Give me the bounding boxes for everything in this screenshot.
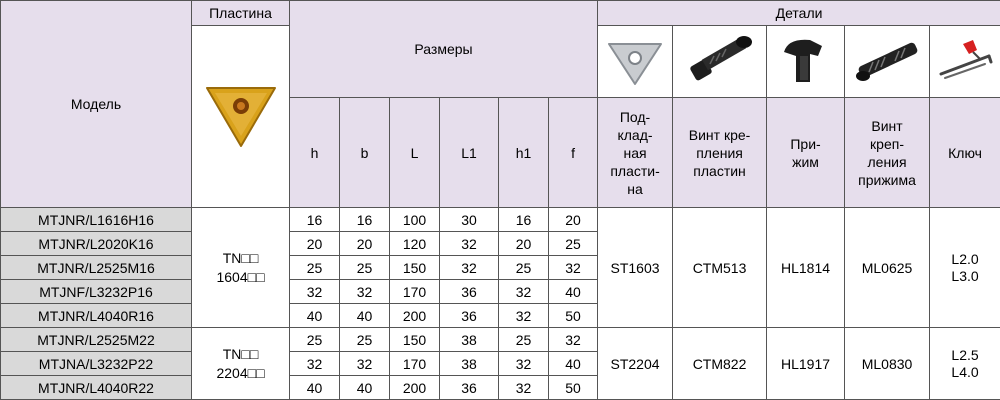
model-cell: MTJNR/L4040R16 (1, 304, 192, 328)
dim-f-cell: 50 (549, 304, 598, 328)
dim-L1-cell: 36 (440, 304, 499, 328)
key-cell (930, 208, 1000, 328)
header-details: Детали (598, 1, 1000, 26)
shim-cell: ST2204 (598, 328, 673, 400)
model-cell: MTJNA/L3232P22 (1, 352, 192, 376)
header-dim-b: b (340, 98, 390, 208)
insert-screw-image-cell (673, 26, 767, 98)
dim-L1-cell: 38 (440, 352, 499, 376)
dim-h1-cell: 32 (499, 304, 549, 328)
header-insert-screw: Винт кре- пления пластин (673, 98, 767, 208)
dim-h1-cell: 32 (499, 376, 549, 400)
model-cell: MTJNR/L4040R22 (1, 376, 192, 400)
dim-h-cell: 40 (290, 376, 340, 400)
insert-code-cell-line: TN□□ (222, 345, 259, 362)
clamp-screw-cell: ML0830 (845, 328, 930, 400)
dim-L1-cell: 32 (440, 256, 499, 280)
shim-plate-icon (603, 30, 667, 90)
dim-f-cell: 50 (549, 376, 598, 400)
dim-L-cell: 170 (390, 280, 440, 304)
dim-L1-cell: 38 (440, 328, 499, 352)
model-cell: MTJNR/L2525M16 (1, 256, 192, 280)
key-image-cell (930, 26, 1000, 98)
dim-h-cell: 20 (290, 232, 340, 256)
dim-L-cell: 170 (390, 352, 440, 376)
triangular-insert-icon (201, 80, 281, 150)
insert-screw-cell: CTM513 (673, 208, 767, 328)
dim-L-cell: 100 (390, 208, 440, 232)
dim-L-cell: 200 (390, 304, 440, 328)
key-cell-line: L4.0 (951, 363, 979, 380)
insert-screw-icon (680, 30, 760, 90)
dim-b-cell: 40 (340, 376, 390, 400)
dim-b-cell: 25 (340, 328, 390, 352)
dim-h-cell: 40 (290, 304, 340, 328)
dim-f-cell: 40 (549, 352, 598, 376)
table-row (1, 208, 1000, 232)
dim-b-cell: 16 (340, 208, 390, 232)
dim-L1-cell: 36 (440, 376, 499, 400)
model-cell: MTJNF/L3232P16 (1, 280, 192, 304)
insert-code-cell (192, 208, 290, 328)
header-dim-h: h (290, 98, 340, 208)
clamp-screw-icon (847, 30, 927, 90)
model-cell: MTJNR/L2525M22 (1, 328, 192, 352)
dim-h1-cell: 32 (499, 280, 549, 304)
model-cell: MTJNR/L1616H16 (1, 208, 192, 232)
dim-h-cell: 16 (290, 208, 340, 232)
insert-code-cell-line: TN□□ (222, 249, 259, 266)
dim-h-cell: 32 (290, 280, 340, 304)
model-cell: MTJNR/L2020K16 (1, 232, 192, 256)
dim-h1-cell: 32 (499, 352, 549, 376)
header-dim-f: f (549, 98, 598, 208)
dim-b-cell: 20 (340, 232, 390, 256)
dim-L1-cell: 36 (440, 280, 499, 304)
header-key: Ключ (930, 98, 1000, 208)
table-body (1, 208, 1000, 400)
dim-b-cell: 32 (340, 352, 390, 376)
dim-h1-cell: 20 (499, 232, 549, 256)
clamp-cell: HL1917 (767, 328, 845, 400)
dim-h1-cell: 16 (499, 208, 549, 232)
insert-screw-cell: CTM822 (673, 328, 767, 400)
dim-h-cell: 25 (290, 328, 340, 352)
dim-L-cell: 200 (390, 376, 440, 400)
key-cell-line: L2.5 (951, 346, 979, 363)
dim-h-cell: 32 (290, 352, 340, 376)
header-dim-L: L (390, 98, 440, 208)
dim-f-cell: 32 (549, 256, 598, 280)
dim-f-cell: 20 (549, 208, 598, 232)
dim-L-cell: 120 (390, 232, 440, 256)
dim-h1-cell: 25 (499, 256, 549, 280)
header-clamp-screw: Винт креп- ления прижима (845, 98, 930, 208)
key-cell-line: L3.0 (951, 267, 979, 284)
dim-L1-cell: 30 (440, 208, 499, 232)
header-dim-L1: L1 (440, 98, 499, 208)
shim-image-cell (598, 26, 673, 98)
clamp-cell: HL1814 (767, 208, 845, 328)
insert-image-cell (192, 26, 290, 208)
key-cell (930, 328, 1000, 400)
dim-f-cell: 25 (549, 232, 598, 256)
key-cell-line: L2.0 (951, 250, 979, 267)
header-dimensions: Размеры (290, 1, 598, 98)
header-shim: Под- клад- ная пласти- на (598, 98, 673, 208)
dim-f-cell: 32 (549, 328, 598, 352)
dim-h-cell: 25 (290, 256, 340, 280)
header-dim-h1: h1 (499, 98, 549, 208)
shim-cell: ST1603 (598, 208, 673, 328)
clamp-image-cell (767, 26, 845, 98)
dim-h1-cell: 25 (499, 328, 549, 352)
insert-code-cell-line: 2204□□ (216, 364, 265, 381)
insert-code-cell-line: 1604□□ (216, 268, 265, 285)
dim-L-cell: 150 (390, 328, 440, 352)
dim-f-cell: 40 (549, 280, 598, 304)
clamp-icon (774, 30, 838, 90)
dim-b-cell: 40 (340, 304, 390, 328)
hex-key-icon (933, 30, 997, 90)
dim-b-cell: 32 (340, 280, 390, 304)
dim-L1-cell: 32 (440, 232, 499, 256)
insert-code-cell (192, 328, 290, 400)
header-model: Модель (1, 1, 192, 208)
dim-L-cell: 150 (390, 256, 440, 280)
dim-b-cell: 25 (340, 256, 390, 280)
clamp-screw-image-cell (845, 26, 930, 98)
table-row (1, 328, 1000, 352)
header-clamp: При- жим (767, 98, 845, 208)
header-insert: Пластина (192, 1, 290, 26)
clamp-screw-cell: ML0625 (845, 208, 930, 328)
